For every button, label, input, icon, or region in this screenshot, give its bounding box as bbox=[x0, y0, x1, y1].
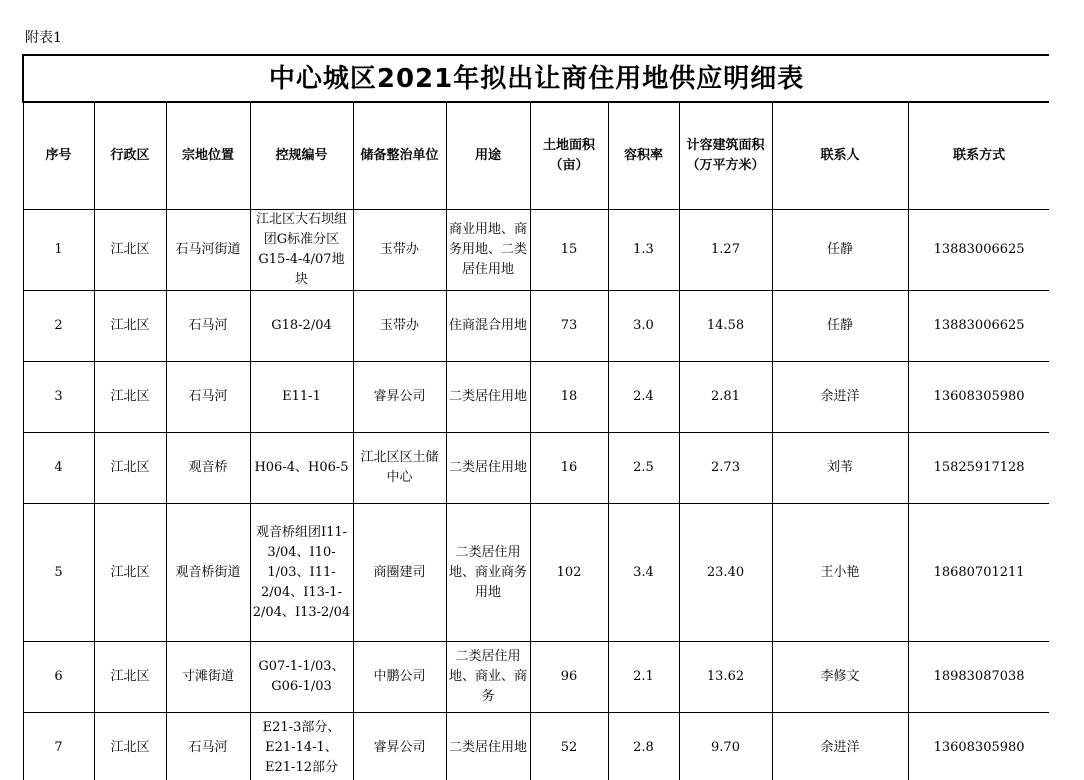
cell-phone: 13608305980 bbox=[908, 362, 1049, 433]
cell-district: 江北区 bbox=[94, 433, 166, 504]
cell-unit: 中鹏公司 bbox=[353, 642, 446, 713]
cell-far: 2.8 bbox=[608, 713, 679, 780]
cell-district: 江北区 bbox=[94, 713, 166, 780]
table-row bbox=[23, 642, 1049, 713]
cell-unit: 玉带办 bbox=[353, 210, 446, 291]
cell-gfa: 2.81 bbox=[679, 362, 772, 433]
cell-area: 15 bbox=[530, 210, 608, 291]
cell-gfa: 23.40 bbox=[679, 504, 772, 642]
col-header-area: 土地面积 （亩） bbox=[530, 102, 608, 210]
col-header-far: 容积率 bbox=[608, 102, 679, 210]
cell-phone: 13608305980 bbox=[908, 713, 1049, 780]
col-header-gfa: 计容建筑面积 （万平方米） bbox=[679, 102, 772, 210]
col-header-no: 序号 bbox=[23, 102, 94, 210]
cell-code: H06-4、H06-5 bbox=[250, 433, 353, 504]
cell-unit: 江北区区土储中心 bbox=[353, 433, 446, 504]
cell-code: G07-1-1/03、G06-1/03 bbox=[250, 642, 353, 713]
cell-area: 52 bbox=[530, 713, 608, 780]
cell-use bbox=[446, 210, 530, 291]
cell-location: 寸滩街道 bbox=[166, 642, 250, 713]
cell-use: 二类居住用地 bbox=[446, 433, 530, 504]
cell-code: G18-2/04 bbox=[250, 291, 353, 362]
supply-table-sheet bbox=[22, 54, 1049, 780]
cell-no: 3 bbox=[23, 362, 94, 433]
cell-use: 住商混合用地 bbox=[446, 291, 530, 362]
table-row bbox=[23, 713, 1049, 780]
cell-phone: 13883006625 bbox=[908, 291, 1049, 362]
col-header-location: 宗地位置 bbox=[166, 102, 250, 210]
cell-far: 2.1 bbox=[608, 642, 679, 713]
col-header-phone: 联系方式 bbox=[908, 102, 1049, 210]
col-header-contact: 联系人 bbox=[772, 102, 908, 210]
cell-gfa: 13.62 bbox=[679, 642, 772, 713]
cell-unit: 玉带办 bbox=[353, 291, 446, 362]
cell-location: 石马河 bbox=[166, 291, 250, 362]
cell-code: 江北区大石坝组团G标准分区G15-4-4/07地块 bbox=[250, 210, 353, 291]
table-row bbox=[23, 362, 1049, 433]
cell-code: E21-3部分、E21-14-1、E21-12部分 bbox=[250, 713, 353, 780]
cell-phone: 13883006625 bbox=[908, 210, 1049, 291]
cell-far: 1.3 bbox=[608, 210, 679, 291]
cell-no: 7 bbox=[23, 713, 94, 780]
table-row bbox=[23, 291, 1049, 362]
cell-use-text: 商业用地、商务用地、二类居住用地 bbox=[448, 222, 527, 277]
cell-location: 石马河街道 bbox=[166, 210, 250, 291]
cell-contact: 任静 bbox=[772, 291, 908, 362]
cell-contact: 李修文 bbox=[772, 642, 908, 713]
cell-code: 观音桥组团I11-3/04、I10-1/03、I11-2/04、I13-1-2/04、I13-2/04 bbox=[250, 504, 353, 642]
cell-location: 石马河 bbox=[166, 713, 250, 780]
land-supply-table bbox=[22, 54, 1049, 780]
cell-district: 江北区 bbox=[94, 642, 166, 713]
cell-contact: 王小艳 bbox=[772, 504, 908, 642]
table-row bbox=[23, 210, 1049, 291]
cell-no: 4 bbox=[23, 433, 94, 504]
col-header-code: 控规编号 bbox=[250, 102, 353, 210]
cell-contact: 余进洋 bbox=[772, 362, 908, 433]
cell-district: 江北区 bbox=[94, 291, 166, 362]
col-header-district: 行政区 bbox=[94, 102, 166, 210]
cell-gfa: 1.27 bbox=[679, 210, 772, 291]
cell-phone: 18983087038 bbox=[908, 642, 1049, 713]
cell-gfa: 14.58 bbox=[679, 291, 772, 362]
cell-code: E11-1 bbox=[250, 362, 353, 433]
cell-area: 96 bbox=[530, 642, 608, 713]
annex-label: 附表1 bbox=[25, 30, 62, 46]
cell-gfa: 9.70 bbox=[679, 713, 772, 780]
cell-contact: 刘苇 bbox=[772, 433, 908, 504]
cell-unit: 睿昇公司 bbox=[353, 713, 446, 780]
cell-phone: 18680701211 bbox=[908, 504, 1049, 642]
cell-location: 观音桥街道 bbox=[166, 504, 250, 642]
cell-use: 二类居住用地 bbox=[446, 713, 530, 780]
cell-far: 3.4 bbox=[608, 504, 679, 642]
cell-contact: 任静 bbox=[772, 210, 908, 291]
cell-unit: 睿昇公司 bbox=[353, 362, 446, 433]
cell-area: 16 bbox=[530, 433, 608, 504]
cell-no: 1 bbox=[23, 210, 94, 291]
cell-location: 石马河 bbox=[166, 362, 250, 433]
cell-area: 102 bbox=[530, 504, 608, 642]
cell-contact: 余进洋 bbox=[772, 713, 908, 780]
cell-no: 2 bbox=[23, 291, 94, 362]
table-row bbox=[23, 433, 1049, 504]
cell-use: 二类居住用地 bbox=[446, 362, 530, 433]
cell-location: 观音桥 bbox=[166, 433, 250, 504]
cell-unit: 商圈建司 bbox=[353, 504, 446, 642]
cell-no: 5 bbox=[23, 504, 94, 642]
header-row bbox=[23, 102, 1049, 210]
col-header-unit: 储备整治单位 bbox=[353, 102, 446, 210]
col-header-use: 用途 bbox=[446, 102, 530, 210]
cell-district: 江北区 bbox=[94, 210, 166, 291]
cell-far: 2.5 bbox=[608, 433, 679, 504]
cell-district: 江北区 bbox=[94, 362, 166, 433]
cell-area: 18 bbox=[530, 362, 608, 433]
cell-far: 2.4 bbox=[608, 362, 679, 433]
cell-use: 二类居住用地、商业、商务 bbox=[446, 642, 530, 713]
cell-district: 江北区 bbox=[94, 504, 166, 642]
cell-gfa: 2.73 bbox=[679, 433, 772, 504]
cell-use: 二类居住用地、商业商务用地 bbox=[446, 504, 530, 642]
cell-area: 73 bbox=[530, 291, 608, 362]
table-title: 中心城区2021年拟出让商住用地供应明细表 bbox=[23, 55, 1049, 102]
cell-far: 3.0 bbox=[608, 291, 679, 362]
table-row bbox=[23, 504, 1049, 642]
cell-phone: 15825917128 bbox=[908, 433, 1049, 504]
cell-no: 6 bbox=[23, 642, 94, 713]
